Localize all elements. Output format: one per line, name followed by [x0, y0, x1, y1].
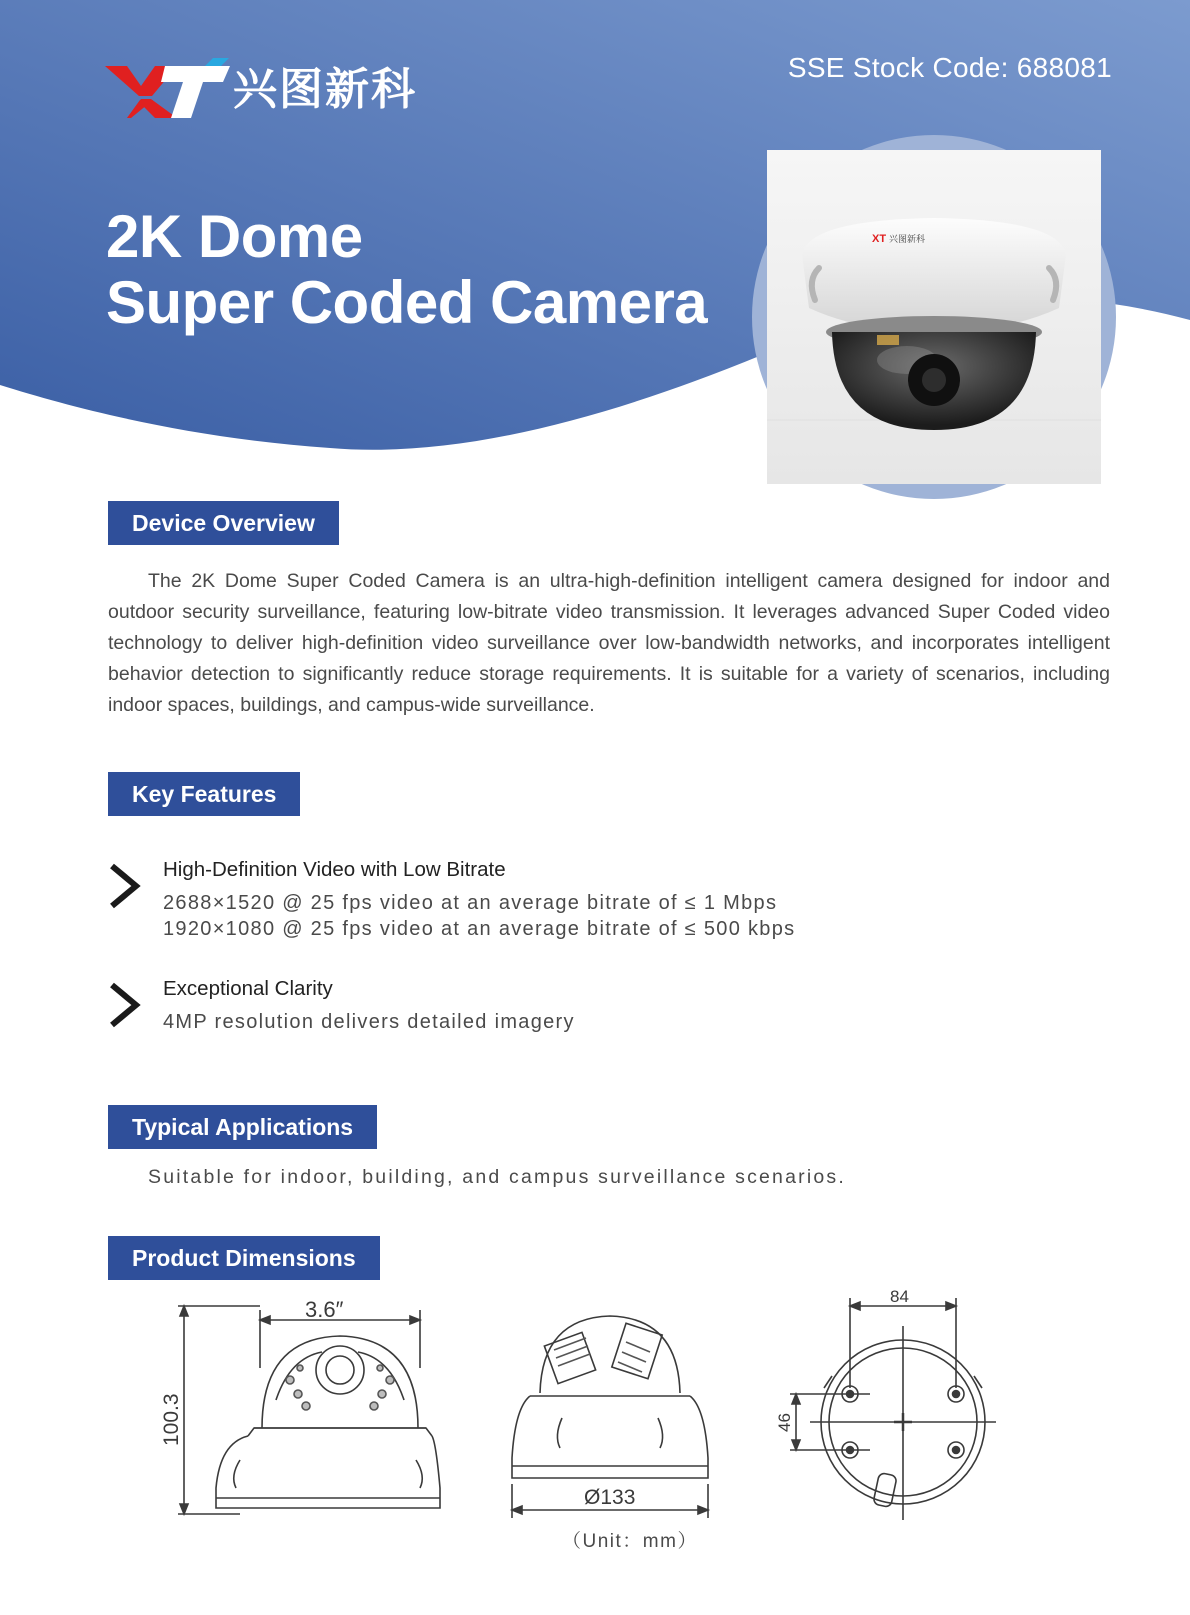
company-logo [105, 58, 445, 122]
logo-chinese-text: 兴图新科 [233, 64, 417, 115]
feature-line: 4MP resolution delivers detailed imagery [163, 1011, 575, 1033]
dim-mount-height-label: 46 [775, 1413, 794, 1432]
camera-photo [767, 150, 1101, 484]
xt-logo-icon [105, 58, 230, 122]
feature-line: 2688×1520 @ 25 fps video at an average bitrate of ≤ 1 Mbps [163, 892, 778, 914]
section-heading-applications: Typical Applications [108, 1105, 377, 1149]
section-heading-dimensions: Product Dimensions [108, 1236, 380, 1280]
page-title [106, 204, 707, 336]
chevron-right-icon [108, 862, 142, 910]
svg-text:XT: XT [872, 233, 887, 245]
section-heading-overview: Device Overview [108, 501, 339, 545]
feature-item-2 [108, 977, 1008, 1037]
feature-title: Exceptional Clarity [163, 977, 333, 1000]
camera-logo-text: 兴图新科 [889, 235, 926, 245]
dim-top-width-label: 3.6″ [305, 1297, 344, 1322]
dome-camera-image [767, 150, 1101, 484]
feature-line: 1920×1080 @ 25 fps video at an average bitrate of ≤ 500 kbps [163, 918, 796, 940]
title-line-2: Super Coded Camera [106, 269, 708, 336]
chevron-right-icon [108, 981, 142, 1029]
section-heading-features: Key Features [108, 772, 300, 816]
dim-height-label: 100.3 [160, 1393, 183, 1446]
stock-code: SSE Stock Code: 688081 [787, 52, 1112, 83]
feature-title: High-Definition Video with Low Bitrate [163, 858, 506, 881]
overview-paragraph: The 2K Dome Super Coded Camera is an ultra-high-definition intelligent camera designed for indoor and outdoor security surveillance, featuring low-bitrate video transmission. It leverages advanced Super Coded video technology to deliver high-definition video surveillance over low-bandwidth networks, and incorporates intelligent behavior detection to significantly reduce storage requirements. It is suitable for a variety of scenarios, including indoor spaces, buildings, and campus-wide surveillance. [108, 570, 1110, 716]
unit-label: （Unit：mm） [562, 1531, 698, 1552]
title-line-1: 2K Dome [106, 203, 363, 270]
dim-mount-width-label: 84 [890, 1287, 909, 1306]
applications-text: Suitable for indoor, building, and campus surveillance scenarios. [148, 1166, 846, 1188]
feature-item-1 [108, 858, 1008, 938]
dimension-drawings [150, 1287, 1040, 1528]
dim-diameter-label: Ø133 [584, 1486, 636, 1509]
